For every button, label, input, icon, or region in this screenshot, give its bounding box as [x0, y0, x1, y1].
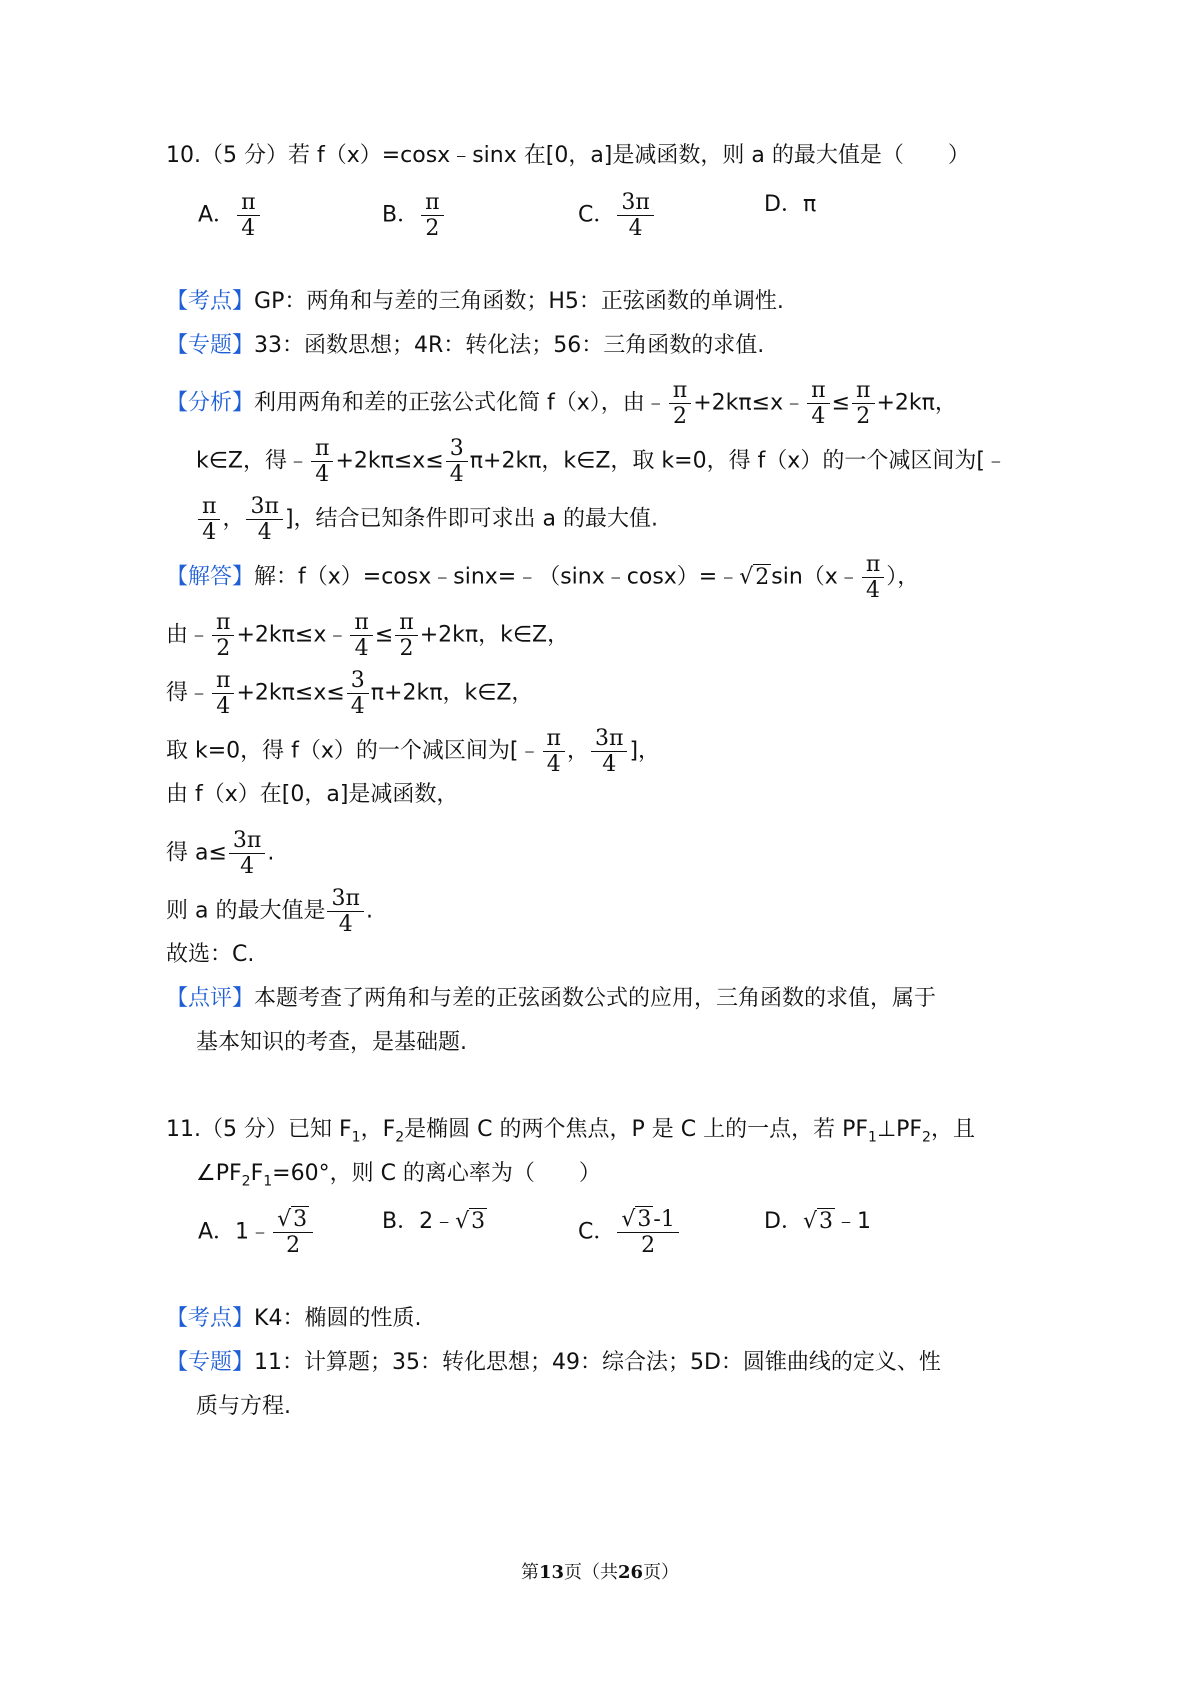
q11-option-b: B．2﹣√3 [382, 1209, 486, 1234]
q11-stem-line1: 11.（5 分）已知 $F_1$，$F_2$是椭圆 C 的两个焦点，P 是 C 上的一点，若 $PF_1\perp PF_2$，且 [166, 1117, 975, 1146]
page-footer: 第13页（共26页） [520, 1562, 680, 1583]
q11-kaodian: 【考点】K4：椭圆的性质. [166, 1306, 422, 1331]
q11-stem-line2: $\angle PF_2F_1=60^\circ$，则 C 的离心率为（ ） [196, 1161, 601, 1190]
q11-zhuanti-line1: 【专题】11：计算题；35：转化思想；49：综合法；5D：圆锥曲线的定义、性 [166, 1350, 941, 1375]
q10-step5: 得 a≤ $\frac{3\pi}{4}$ . [166, 828, 275, 879]
q10-step1: 由﹣ $\frac{\pi}{2}$ +2kπ≤x﹣ $\frac{\pi}{4}$ ≤ $\frac{\pi}{2}$ +2kπ，k∈Z， [166, 610, 570, 661]
q10-step7: 故选：C. [166, 942, 255, 967]
q10-option-c: C． $\frac{3\pi}{4}$ [578, 190, 656, 241]
q10-step6: 则 a 的最大值是 $\frac{3\pi}{4}$ . [166, 886, 373, 937]
q10-fenxi-line1: 【分析】利用两角和差的正弦公式化简 f（x），由﹣ $\frac{\pi}{2}$ +2kπ≤x﹣ $\frac{\pi}{4}$ ≤ $\frac{\pi}{2}$ +2kπ， [166, 378, 957, 429]
q10-fenxi-line3: $\frac{\pi}{4}$ ， $\frac{3\pi}{4}$ ]，结合已知条件即可求出 a 的最大值. [196, 494, 658, 545]
q11-option-d: D．√3﹣1 [764, 1209, 871, 1234]
q10-option-a: A． $\frac{\pi}{4}$ [198, 190, 262, 241]
q11-zhuanti-line2: 质与方程. [196, 1394, 291, 1419]
q10-option-b: B． $\frac{\pi}{2}$ [382, 190, 446, 241]
q10-step2: 得﹣ $\frac{\pi}{4}$ +2kπ≤x≤ $\frac{3}{4}$ π+2kπ，k∈Z， [166, 668, 534, 719]
q10-step3: 取 k=0，得 f（x）的一个减区间为[﹣ $\frac{\pi}{4}$ ， $\frac{3\pi}{4}$ ]， [166, 726, 661, 777]
q11-option-c: C． $\frac{√3-1}{2}$ [578, 1207, 681, 1258]
q10-zhuanti: 【专题】33：函数思想；4R：转化法；56：三角函数的求值. [166, 333, 765, 358]
q10-stem: 10.（5 分）若 f（x）=cosx﹣sinx 在[0，a]是减函数，则 a 的最大值是（ ） [166, 143, 970, 168]
q10-fenxi-line2: k∈Z，得﹣ $\frac{\pi}{4}$ +2kπ≤x≤ $\frac{3}{4}$ π+2kπ，k∈Z，取 k=0，得 f（x）的一个减区间为[﹣ [196, 436, 1007, 487]
q11-option-a: A．1﹣ $\frac{√3}{2}$ [198, 1207, 315, 1258]
q10-option-d: D．π [764, 192, 817, 217]
q10-kaodian: 【考点】GP：两角和与差的三角函数；H5：正弦函数的单调性. [166, 289, 784, 314]
q10-step4: 由 f（x）在[0，a]是减函数， [166, 782, 459, 807]
q10-dianping-line1: 【点评】本题考查了两角和与差的正弦函数公式的应用，三角函数的求值，属于 [166, 986, 937, 1011]
q10-dianping-line2: 基本知识的考查，是基础题. [196, 1030, 467, 1055]
q10-jieda-line1: 【解答】解：f（x）=cosx﹣sinx=﹣（sinx﹣cosx）=﹣√2sin（x﹣ $\frac{\pi}{4}$ ）， [166, 552, 920, 603]
